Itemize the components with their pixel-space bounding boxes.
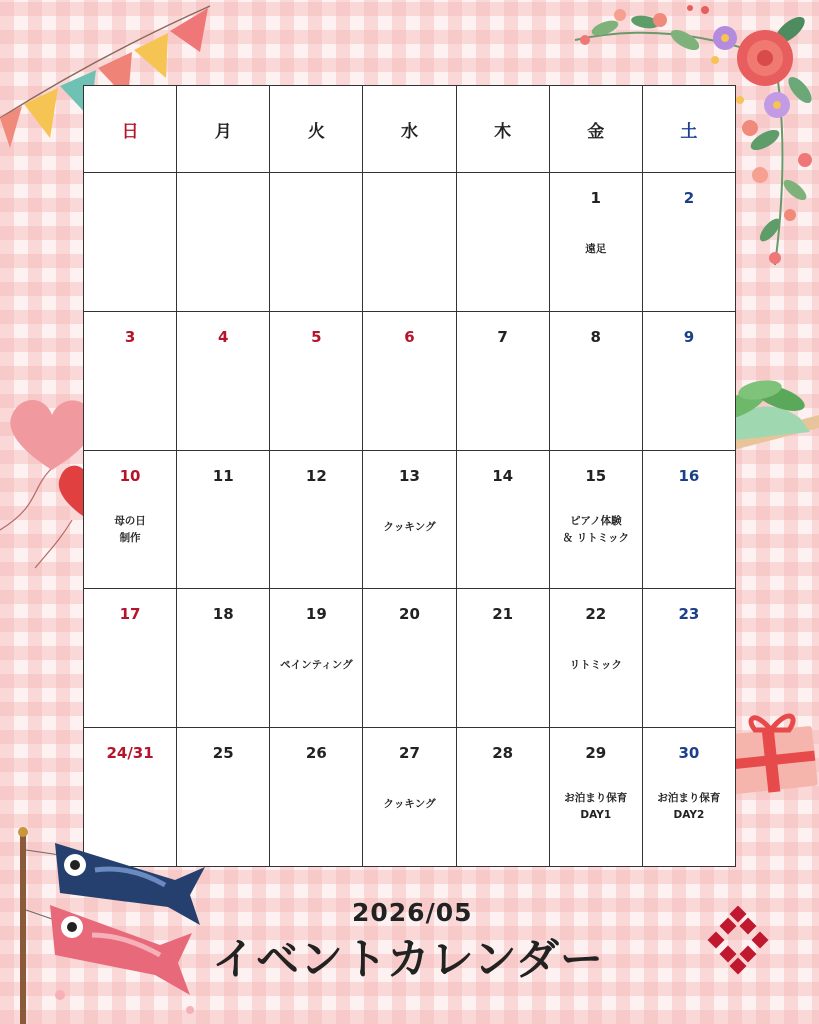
day-cell[interactable]: [177, 312, 270, 451]
day-number: 30: [678, 744, 700, 763]
day-number: 13: [399, 466, 420, 485]
day-number: 9: [683, 327, 695, 346]
title-year-month: 2026/05: [352, 898, 473, 927]
day-number: 17: [119, 605, 141, 624]
day-cell[interactable]: [457, 728, 550, 867]
day-cell[interactable]: [177, 589, 270, 728]
day-cell[interactable]: [363, 173, 456, 312]
day-number: 6: [404, 327, 415, 346]
day-cell[interactable]: [550, 312, 643, 451]
day-cell[interactable]: [457, 173, 550, 312]
day-cell[interactable]: [643, 312, 736, 451]
day-cell[interactable]: [363, 451, 456, 590]
weekday-header: 金: [550, 86, 643, 173]
day-number: 26: [305, 744, 327, 763]
day-number: 1: [590, 189, 601, 207]
weekday-header: 火: [270, 86, 363, 173]
day-cell[interactable]: [550, 173, 643, 312]
day-cell[interactable]: [84, 173, 177, 312]
ornament-icon: [702, 906, 774, 976]
day-cell[interactable]: [177, 173, 270, 312]
day-cell[interactable]: [457, 312, 550, 451]
day-number: 27: [399, 744, 420, 763]
day-cell[interactable]: [177, 451, 270, 590]
day-cell[interactable]: [550, 589, 643, 728]
day-number: 7: [497, 327, 508, 346]
event-label: クッキング: [383, 520, 436, 533]
day-cell[interactable]: [270, 451, 363, 590]
event-label: ペインティング: [280, 659, 353, 672]
koinobori-decoration: [0, 825, 215, 1024]
day-cell[interactable]: [643, 589, 736, 728]
day-cell[interactable]: [270, 589, 363, 728]
weekday-header: 木: [457, 86, 550, 173]
day-number: 22: [585, 605, 607, 624]
event-label: 母の日 制作: [114, 514, 146, 544]
day-number: 20: [399, 605, 420, 624]
day-cell[interactable]: [84, 312, 177, 451]
day-number: 4: [217, 327, 229, 346]
calendar-grid: [83, 85, 736, 867]
day-number: 16: [678, 466, 700, 485]
day-number: 14: [492, 466, 514, 485]
weekday-header: 月: [177, 86, 270, 173]
day-cell[interactable]: [84, 589, 177, 728]
day-number: 8: [590, 327, 601, 346]
day-number: 11: [212, 466, 234, 485]
day-number: 5: [311, 327, 322, 346]
event-label: クッキング: [383, 798, 436, 811]
day-cell[interactable]: [457, 451, 550, 590]
day-cell[interactable]: [550, 451, 643, 590]
day-number: 23: [678, 605, 700, 624]
title-main: イベントカレンダー: [212, 935, 604, 985]
weekday-header: 土: [643, 86, 736, 173]
day-number: 25: [212, 744, 234, 763]
day-cell[interactable]: [643, 173, 736, 312]
gift-box-decoration: [725, 700, 819, 795]
day-cell[interactable]: [643, 728, 736, 867]
event-label: お泊まり保育 DAY1: [564, 792, 628, 822]
day-cell[interactable]: [363, 589, 456, 728]
day-number: 3: [124, 327, 136, 346]
weekday-header: 日: [84, 86, 177, 173]
day-cell[interactable]: [457, 589, 550, 728]
day-number: 19: [305, 605, 327, 624]
event-label: ピアノ体験 ＆ リトミック: [562, 514, 629, 544]
day-number: 15: [585, 466, 607, 485]
day-number: 2: [683, 189, 695, 207]
event-label: リトミック: [569, 659, 622, 672]
day-number: 24/31: [106, 744, 154, 763]
day-cell[interactable]: [363, 312, 456, 451]
day-number: 29: [585, 744, 607, 763]
weekday-header: 水: [363, 86, 456, 173]
day-cell[interactable]: [270, 173, 363, 312]
day-number: 10: [119, 466, 141, 485]
event-label: お泊まり保育 DAY2: [657, 792, 721, 822]
day-cell[interactable]: [84, 451, 177, 590]
event-label: 遠足: [585, 243, 607, 255]
day-number: 12: [305, 466, 327, 485]
day-number: 21: [492, 605, 514, 624]
day-cell[interactable]: [550, 728, 643, 867]
day-number: 18: [212, 605, 234, 624]
day-cell[interactable]: [643, 451, 736, 590]
day-cell[interactable]: [270, 312, 363, 451]
day-cell[interactable]: [270, 728, 363, 867]
day-number: 28: [492, 744, 514, 763]
day-cell[interactable]: [363, 728, 456, 867]
